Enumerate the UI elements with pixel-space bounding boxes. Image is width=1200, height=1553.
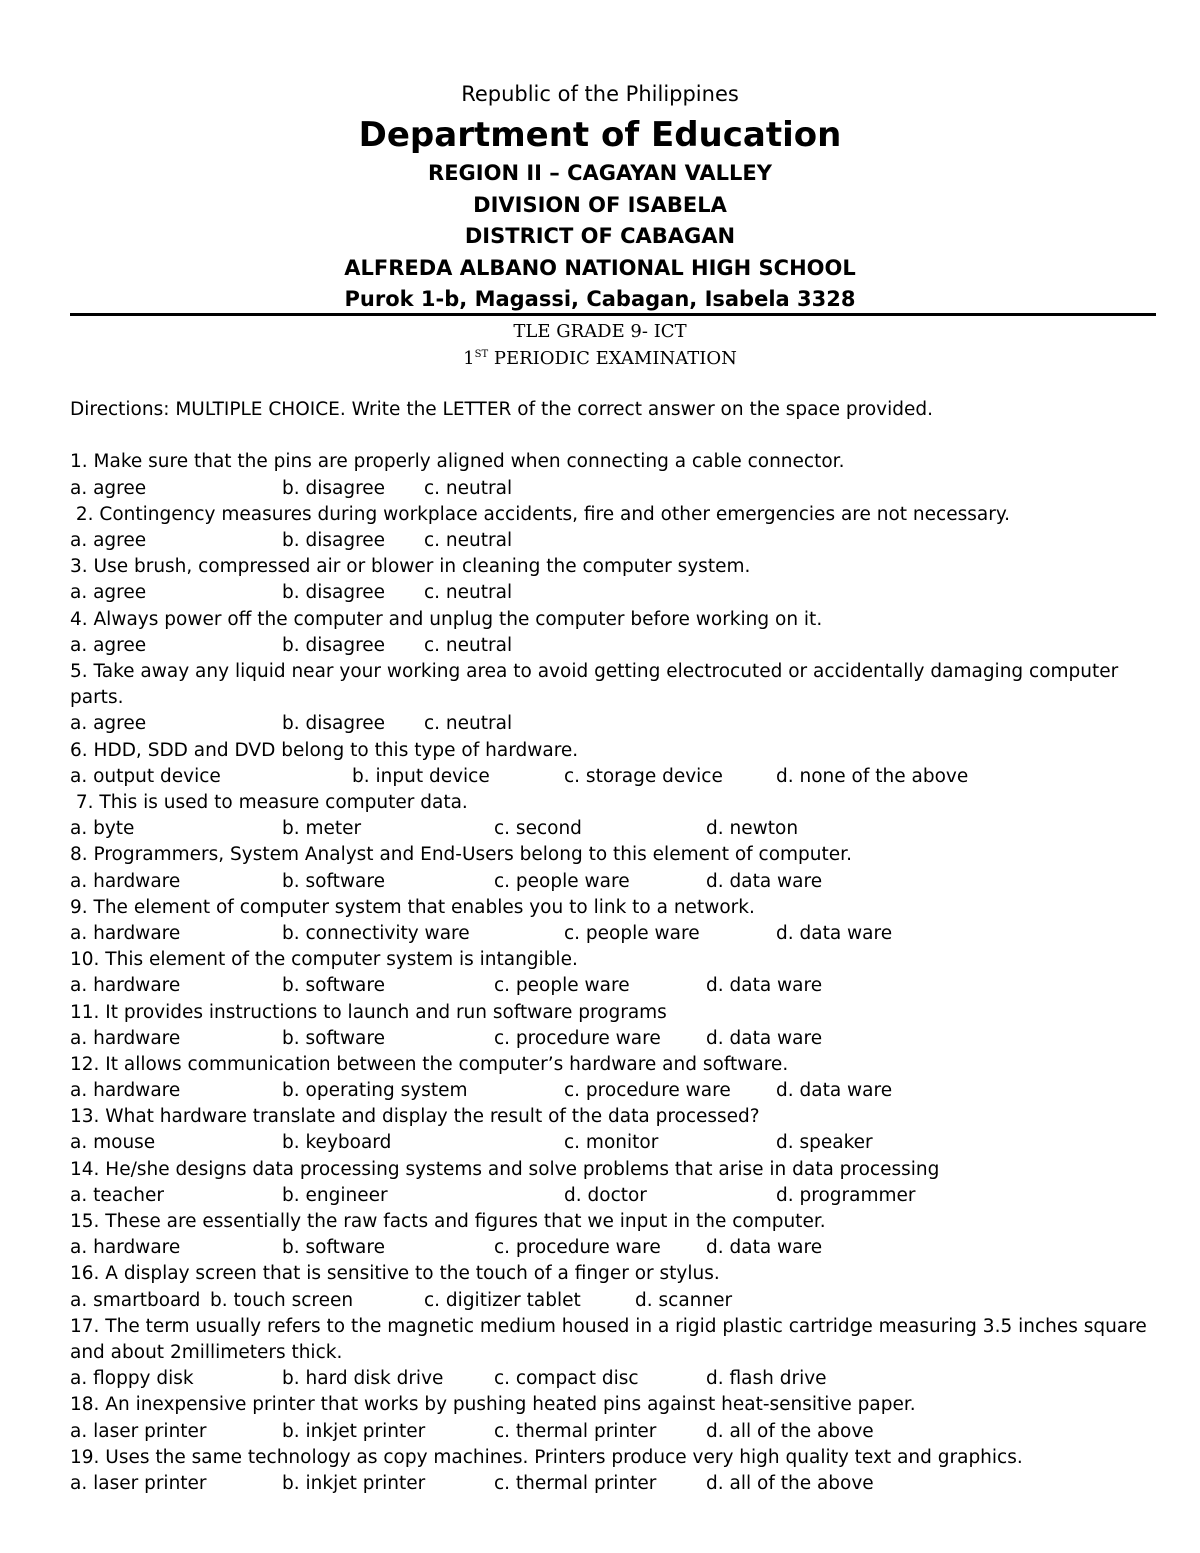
answer-options <box>70 973 1160 999</box>
answer-option: a. smartboard <box>70 1289 201 1311</box>
division-line: DIVISION OF ISABELA <box>473 192 727 217</box>
school-name: ALFREDA ALBANO NATIONAL HIGH SCHOOL <box>344 255 856 280</box>
question-item <box>70 947 1160 999</box>
answer-options <box>70 633 1160 659</box>
answer-option: b. operating system <box>282 1080 468 1102</box>
answer-option: b. software <box>282 1237 385 1259</box>
school-address: Purok 1-b, Magassi, Cabagan, Isabela 3328 <box>344 287 856 311</box>
answer-option: a. agree <box>70 529 147 551</box>
exam-body <box>70 397 1160 1497</box>
answer-option: b. hard disk drive <box>282 1368 444 1390</box>
question-text: 19. Uses the same technology as copy machines. Printers produce very high quality text and graphics. <box>70 1446 1023 1468</box>
question-item <box>70 895 1160 947</box>
answer-options <box>70 921 1160 947</box>
answer-option: a. mouse <box>70 1132 156 1154</box>
answer-option: c. compact disc <box>494 1368 639 1390</box>
answer-options <box>70 1419 1160 1445</box>
answer-options <box>70 1078 1160 1104</box>
answer-option: c. people ware <box>564 922 700 944</box>
answer-options <box>70 476 1160 502</box>
answer-option: a. hardware <box>70 975 181 997</box>
answer-options <box>70 764 1160 790</box>
answer-option: b. disagree <box>282 713 386 735</box>
answer-option: a. output device <box>70 765 221 787</box>
question-item <box>70 1314 1160 1393</box>
answer-option: b. keyboard <box>282 1132 392 1154</box>
question-item <box>70 1209 1160 1261</box>
header-divider <box>70 313 1156 316</box>
answer-option: d. data ware <box>706 1237 823 1259</box>
answer-options <box>70 1288 1160 1314</box>
question-text: 4. Always power off the computer and unplug the computer before working on it. <box>70 608 823 630</box>
answer-option: c. procedure ware <box>494 1237 661 1259</box>
district-line: DISTRICT OF CABAGAN <box>464 224 736 248</box>
answer-option: a. hardware <box>70 1027 181 1049</box>
answer-option: d. data ware <box>706 870 823 892</box>
answer-options <box>70 1471 1160 1497</box>
document-header <box>0 76 1200 316</box>
answer-option: b. connectivity ware <box>282 922 470 944</box>
answer-option: a. hardware <box>70 870 181 892</box>
answer-option: b. input device <box>352 765 490 787</box>
question-item <box>70 842 1160 894</box>
question-text: 18. An inexpensive printer that works by pushing heated pins against heat-sensitive paper. <box>70 1394 916 1416</box>
answer-options <box>70 1235 1160 1261</box>
question-text: 13. What hardware translate and display the result of the data processed? <box>70 1106 760 1128</box>
period-number: 1 <box>463 348 475 369</box>
question-item <box>70 1445 1160 1497</box>
answer-option: d. programmer <box>776 1184 916 1206</box>
question-text: 10. This element of the computer system is intangible. <box>70 949 578 971</box>
question-item <box>70 1157 1160 1209</box>
answer-options <box>70 1130 1160 1156</box>
question-item <box>70 1000 1160 1052</box>
question-text: 14. He/she designs data processing systems and solve problems that arise in data processing <box>70 1158 940 1180</box>
answer-option: c. thermal printer <box>494 1420 657 1442</box>
answer-option: b. software <box>282 870 385 892</box>
directions: Directions: MULTIPLE CHOICE. Write the LETTER of the correct answer on the space provided. <box>70 399 933 420</box>
question-list <box>70 449 1160 1497</box>
question-text: 12. It allows communication between the computer’s hardware and software. <box>70 1053 789 1075</box>
question-text: 3. Use brush, compressed air or blower in cleaning the computer system. <box>70 556 751 578</box>
answer-option: d. data ware <box>776 922 893 944</box>
answer-option: c. second <box>494 818 582 840</box>
answer-options <box>70 580 1160 606</box>
exam-subheading <box>0 318 1200 372</box>
answer-option: a. agree <box>70 634 147 656</box>
answer-option: b. disagree <box>282 582 386 604</box>
answer-option: b. inkjet printer <box>282 1473 426 1495</box>
answer-option: d. none of the above <box>776 765 969 787</box>
answer-option: d. data ware <box>706 975 823 997</box>
answer-option: c. people ware <box>494 975 630 997</box>
answer-option: b. disagree <box>282 477 386 499</box>
republic-line: Republic of the Philippines <box>461 82 739 106</box>
answer-option: c. people ware <box>494 870 630 892</box>
answer-option: d. newton <box>706 818 799 840</box>
answer-option: a. hardware <box>70 922 181 944</box>
answer-options <box>70 711 1160 737</box>
answer-option: b. inkjet printer <box>282 1420 426 1442</box>
question-text: 17. The term usually refers to the magnetic medium housed in a rigid plastic cartridge measuring 3.5 inches square and about 2millimeters thick. <box>70 1315 1153 1364</box>
answer-option: b. software <box>282 975 385 997</box>
answer-options <box>70 869 1160 895</box>
answer-options <box>70 528 1160 554</box>
exam-subject: TLE GRADE 9- ICT <box>513 321 687 342</box>
answer-option: c. monitor <box>564 1132 659 1154</box>
answer-option: c. neutral <box>424 713 513 735</box>
question-text: 11. It provides instructions to launch and run software programs <box>70 1001 667 1023</box>
answer-option: a. teacher <box>70 1184 164 1206</box>
answer-option: c. procedure ware <box>494 1027 661 1049</box>
answer-option: c. digitizer tablet <box>424 1289 581 1311</box>
answer-option: d. speaker <box>776 1132 873 1154</box>
answer-options <box>70 1366 1160 1392</box>
answer-option: d. flash drive <box>706 1368 827 1390</box>
answer-option: d. all of the above <box>706 1473 874 1495</box>
question-item <box>70 554 1160 606</box>
answer-option: d. scanner <box>635 1289 733 1311</box>
question-text: 1. Make sure that the pins are properly aligned when connecting a cable connector. <box>70 451 845 473</box>
answer-option: a. agree <box>70 477 147 499</box>
answer-option: a. hardware <box>70 1080 181 1102</box>
answer-option: d. all of the above <box>706 1420 874 1442</box>
question-item <box>70 1104 1160 1156</box>
question-text: 6. HDD, SDD and DVD belong to this type of hardware. <box>70 739 579 761</box>
answer-option: a. agree <box>70 713 147 735</box>
answer-option: c. neutral <box>424 582 513 604</box>
answer-option: b. disagree <box>282 634 386 656</box>
question-item <box>70 1052 1160 1104</box>
answer-option: c. storage device <box>564 765 723 787</box>
question-item <box>70 1261 1160 1313</box>
question-text: 9. The element of computer system that enables you to link to a network. <box>70 896 755 918</box>
answer-option: c. neutral <box>424 529 513 551</box>
answer-option: a. agree <box>70 582 147 604</box>
question-text: 2. Contingency measures during workplace accidents, fire and other emergencies are not necessary. <box>70 503 1011 525</box>
question-text: 15. These are essentially the raw facts and figures that we input in the computer. <box>70 1211 826 1233</box>
answer-option: a. laser printer <box>70 1420 207 1442</box>
question-text: 8. Programmers, System Analyst and End-Users belong to this element of computer. <box>70 844 852 866</box>
answer-options <box>70 1183 1160 1209</box>
answer-option: b. software <box>282 1027 385 1049</box>
question-item <box>70 502 1160 554</box>
answer-option: c. neutral <box>424 634 513 656</box>
answer-option: d. data ware <box>706 1027 823 1049</box>
answer-option: a. laser printer <box>70 1473 207 1495</box>
answer-option: a. hardware <box>70 1237 181 1259</box>
answer-options <box>70 816 1160 842</box>
answer-option: b. disagree <box>282 529 386 551</box>
question-text: 7. This is used to measure computer data. <box>70 791 468 813</box>
answer-option: b. meter <box>282 818 362 840</box>
answer-option: c. procedure ware <box>564 1080 731 1102</box>
answer-option: a. byte <box>70 818 135 840</box>
answer-option: d. data ware <box>776 1080 893 1102</box>
answer-option: c. neutral <box>424 477 513 499</box>
question-item <box>70 790 1160 842</box>
question-item <box>70 659 1160 738</box>
question-text: 16. A display screen that is sensitive to the touch of a finger or stylus. <box>70 1263 720 1285</box>
answer-option: b. engineer <box>282 1184 388 1206</box>
question-text: 5. Take away any liquid near your working area to avoid getting electrocuted or accidentally damaging computer parts. <box>70 660 1125 709</box>
question-item <box>70 607 1160 659</box>
question-item <box>70 449 1160 501</box>
period-suffix: ST <box>474 349 489 360</box>
question-item <box>70 738 1160 790</box>
region-line: REGION II – CAGAYAN VALLEY <box>428 161 772 185</box>
answer-option: c. thermal printer <box>494 1473 657 1495</box>
exam-period <box>0 345 1200 372</box>
answer-option: d. doctor <box>564 1184 647 1206</box>
answer-options <box>70 1026 1160 1052</box>
answer-option: a. floppy disk <box>70 1368 194 1390</box>
question-item <box>70 1392 1160 1444</box>
period-text: PERIODIC EXAMINATION <box>488 348 737 369</box>
answer-option: b. touch screen <box>210 1289 354 1311</box>
department-title: Department of Education <box>358 115 842 155</box>
